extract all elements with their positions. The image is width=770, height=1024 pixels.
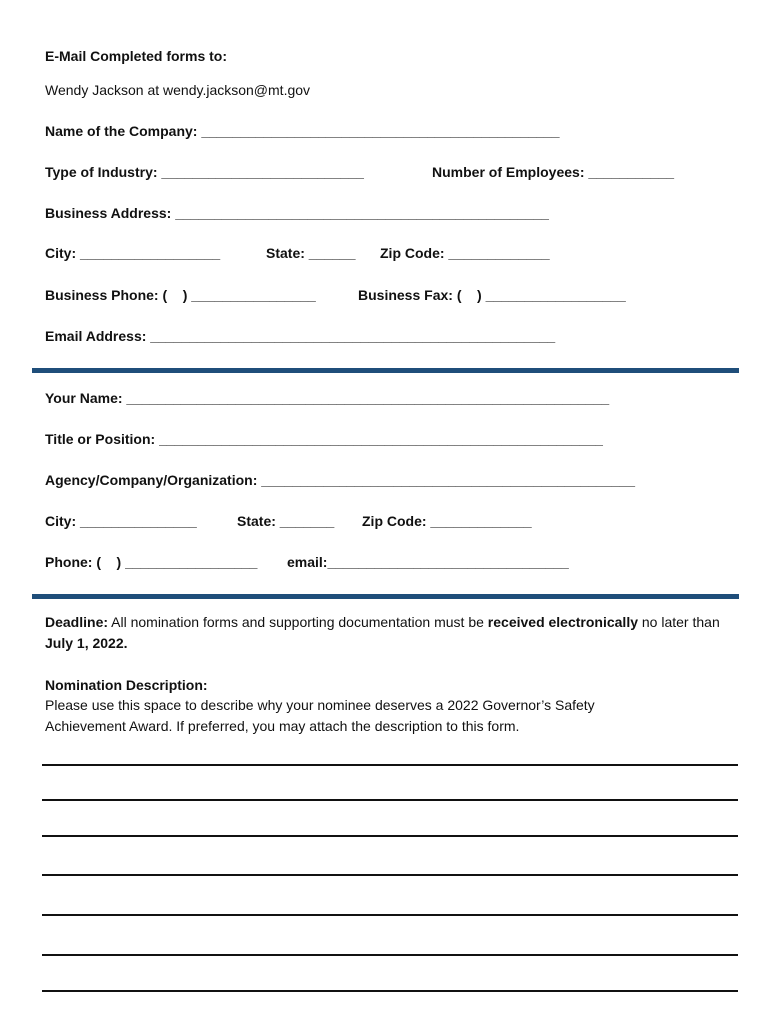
company-email-field[interactable]: Email Address: ____________________________________________________ [45,328,556,344]
employees-field[interactable]: Number of Employees: ___________ [432,164,675,180]
deadline-notice [45,612,725,654]
title-position-field[interactable]: Title or Position: _________________________________________________________ [45,431,603,447]
description-writing-line[interactable] [42,835,738,837]
industry-field[interactable]: Type of Industry: __________________________ [45,164,364,180]
company-name-field[interactable]: Name of the Company: ______________________________________________ [45,123,560,139]
deadline-text: All nomination forms and supporting documentation must be [108,614,488,630]
email-contact-line: Wendy Jackson at wendy.jackson@mt.gov [45,82,311,98]
company-zip-field[interactable]: Zip Code: _____________ [380,245,550,261]
description-writing-line[interactable] [42,954,738,956]
description-writing-line[interactable] [42,799,738,801]
nominator-email-field[interactable]: email:_______________________________ [287,554,569,570]
description-writing-line[interactable] [42,874,738,876]
description-writing-line[interactable] [42,764,738,766]
deadline-date: July 1, 2022. [45,635,128,651]
deadline-text-continued: no later than [638,614,720,630]
description-instructions: Please use this space to describe why your nominee deserves a 2022 Governor’s Safety Achievement Award. If preferred, you may attach the description to this form. [45,697,595,734]
section-divider [32,594,739,599]
email-instructions-heading: E-Mail Completed forms to: [45,48,228,64]
nominator-phone-field[interactable]: Phone: ( ) _________________ [45,554,258,570]
description-heading: Nomination Description: [45,677,208,693]
company-state-field[interactable]: State: ______ [266,245,356,261]
section-divider [32,368,739,373]
deadline-label: Deadline: [45,614,109,630]
agency-field[interactable]: Agency/Company/Organization: ________________________________________________ [45,472,635,488]
description-writing-line[interactable] [42,990,738,992]
business-fax-field[interactable]: Business Fax: ( ) __________________ [358,287,626,303]
nominator-zip-field[interactable]: Zip Code: _____________ [362,513,532,529]
your-name-field[interactable]: Your Name: ______________________________________________________________ [45,390,610,406]
company-city-field[interactable]: City: __________________ [45,245,221,261]
business-phone-field[interactable]: Business Phone: ( ) ________________ [45,287,316,303]
nominator-state-field[interactable]: State: _______ [237,513,335,529]
description-writing-line[interactable] [42,914,738,916]
nominator-city-field[interactable]: City: _______________ [45,513,197,529]
deadline-emphasis: received electronically [487,614,638,630]
business-address-field[interactable]: Business Address: ________________________________________________ [45,205,549,221]
